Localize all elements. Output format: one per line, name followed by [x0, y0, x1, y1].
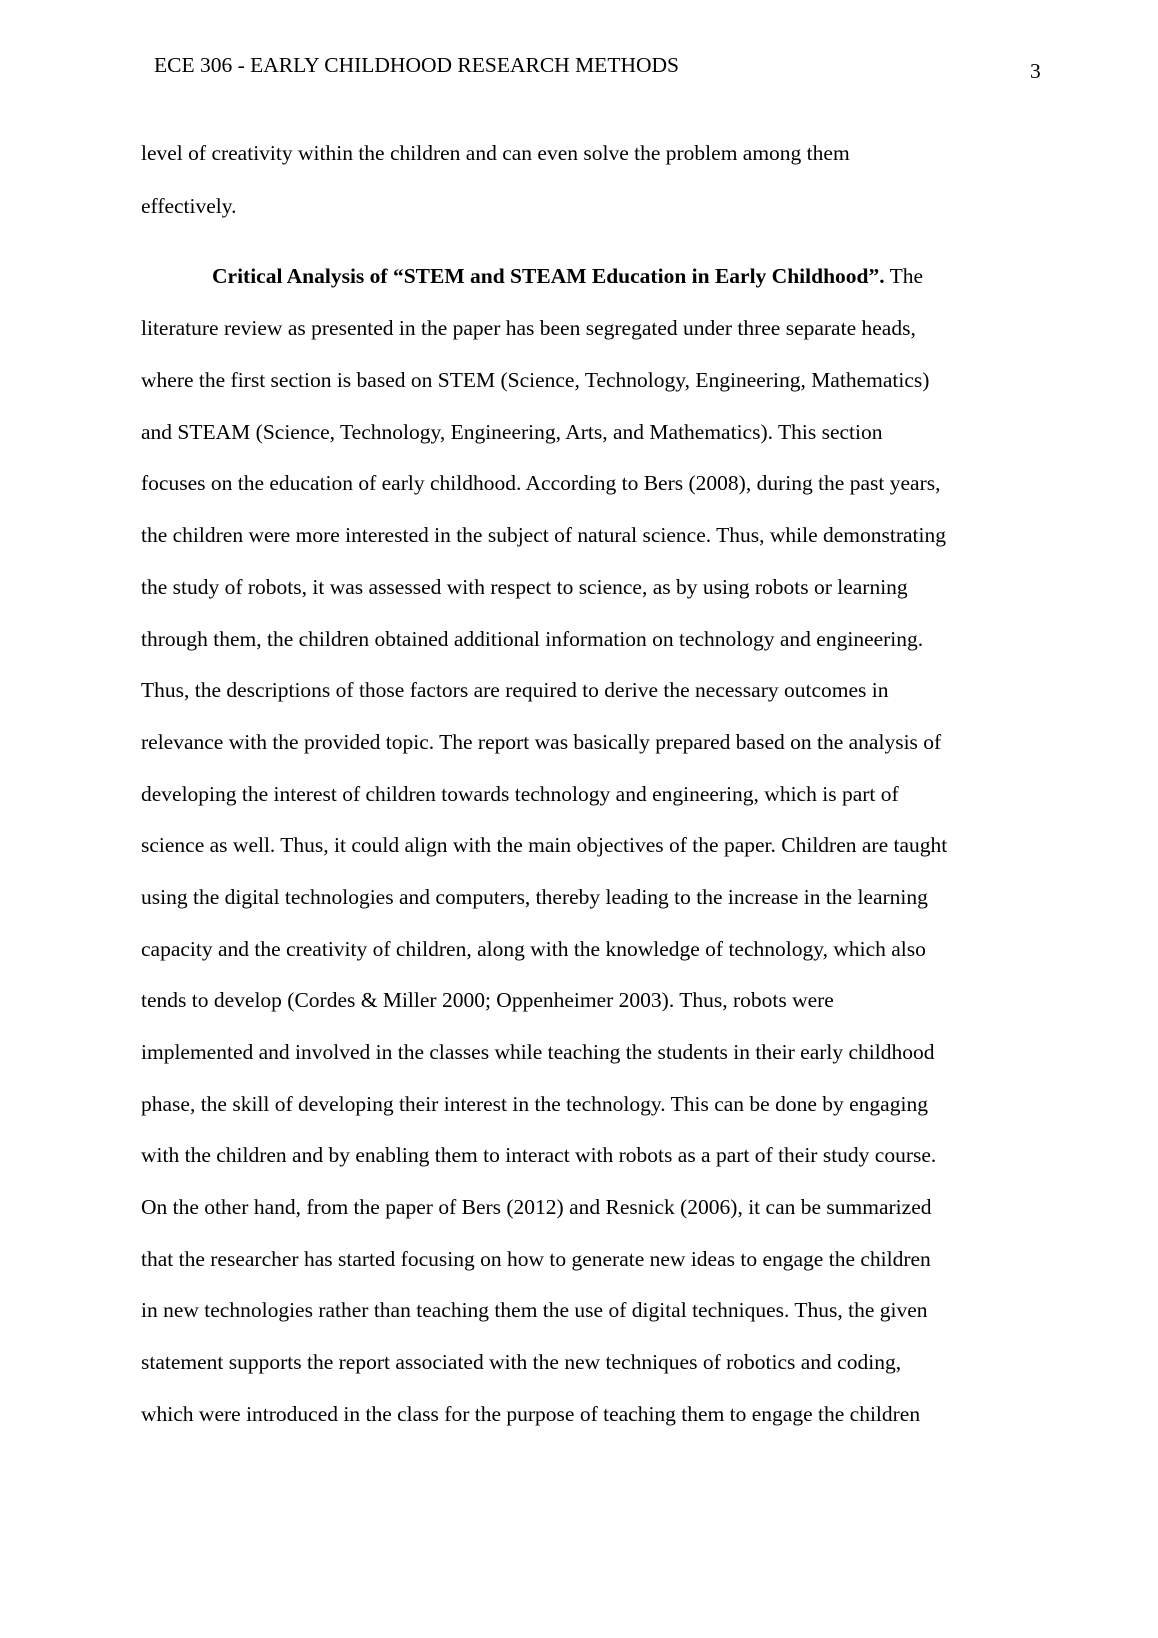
body-line: with the children and by enabling them to interact with robots as a part of their study course.: [141, 1143, 937, 1167]
body-line: the study of robots, it was assessed with respect to science, as by using robots or learning: [141, 575, 908, 599]
body-line: using the digital technologies and computers, thereby leading to the increase in the learning: [141, 885, 928, 909]
body-line: where the first section is based on STEM (Science, Technology, Engineering, Mathematics): [141, 368, 930, 392]
body-line: capacity and the creativity of children, along with the knowledge of technology, which also: [141, 937, 926, 961]
body-line: literature review as presented in the paper has been segregated under three separate heads,: [141, 316, 916, 340]
body-line: tends to develop (Cordes & Miller 2000; Oppenheimer 2003). Thus, robots were: [141, 988, 834, 1012]
body-line: the children were more interested in the subject of natural science. Thus, while demonstrating: [141, 523, 946, 547]
body-line: On the other hand, from the paper of Bers (2012) and Resnick (2006), it can be summarized: [141, 1195, 932, 1219]
body-line: through them, the children obtained additional information on technology and engineering.: [141, 627, 924, 651]
section-heading: Critical Analysis of “STEM and STEAM Education in Early Childhood”.: [212, 264, 885, 288]
body-line: effectively.: [141, 194, 237, 218]
section-heading-line: [212, 263, 923, 289]
body-line: implemented and involved in the classes while teaching the students in their early childhood: [141, 1040, 935, 1064]
body-line: and STEAM (Science, Technology, Engineering, Arts, and Mathematics). This section: [141, 420, 883, 444]
body-text: The: [884, 264, 924, 288]
body-line: developing the interest of children towards technology and engineering, which is part of: [141, 782, 899, 806]
body-line: in new technologies rather than teaching them the use of digital techniques. Thus, the given: [141, 1298, 928, 1322]
running-head: ECE 306 - EARLY CHILDHOOD RESEARCH METHODS: [154, 53, 679, 77]
body-line: focuses on the education of early childhood. According to Bers (2008), during the past years,: [141, 471, 941, 495]
body-line: Thus, the descriptions of those factors are required to derive the necessary outcomes in: [141, 678, 889, 702]
body-line: level of creativity within the children and can even solve the problem among them: [141, 141, 850, 165]
body-line: that the researcher has started focusing on how to generate new ideas to engage the children: [141, 1247, 931, 1271]
body-line: which were introduced in the class for the purpose of teaching them to engage the children: [141, 1402, 921, 1426]
body-line: statement supports the report associated with the new techniques of robotics and coding,: [141, 1350, 902, 1374]
body-line: science as well. Thus, it could align with the main objectives of the paper. Children are taught: [141, 833, 948, 857]
body-line: relevance with the provided topic. The report was basically prepared based on the analysis of: [141, 730, 942, 754]
page-number: 3: [1030, 59, 1041, 83]
body-line: phase, the skill of developing their interest in the technology. This can be done by engaging: [141, 1092, 928, 1116]
